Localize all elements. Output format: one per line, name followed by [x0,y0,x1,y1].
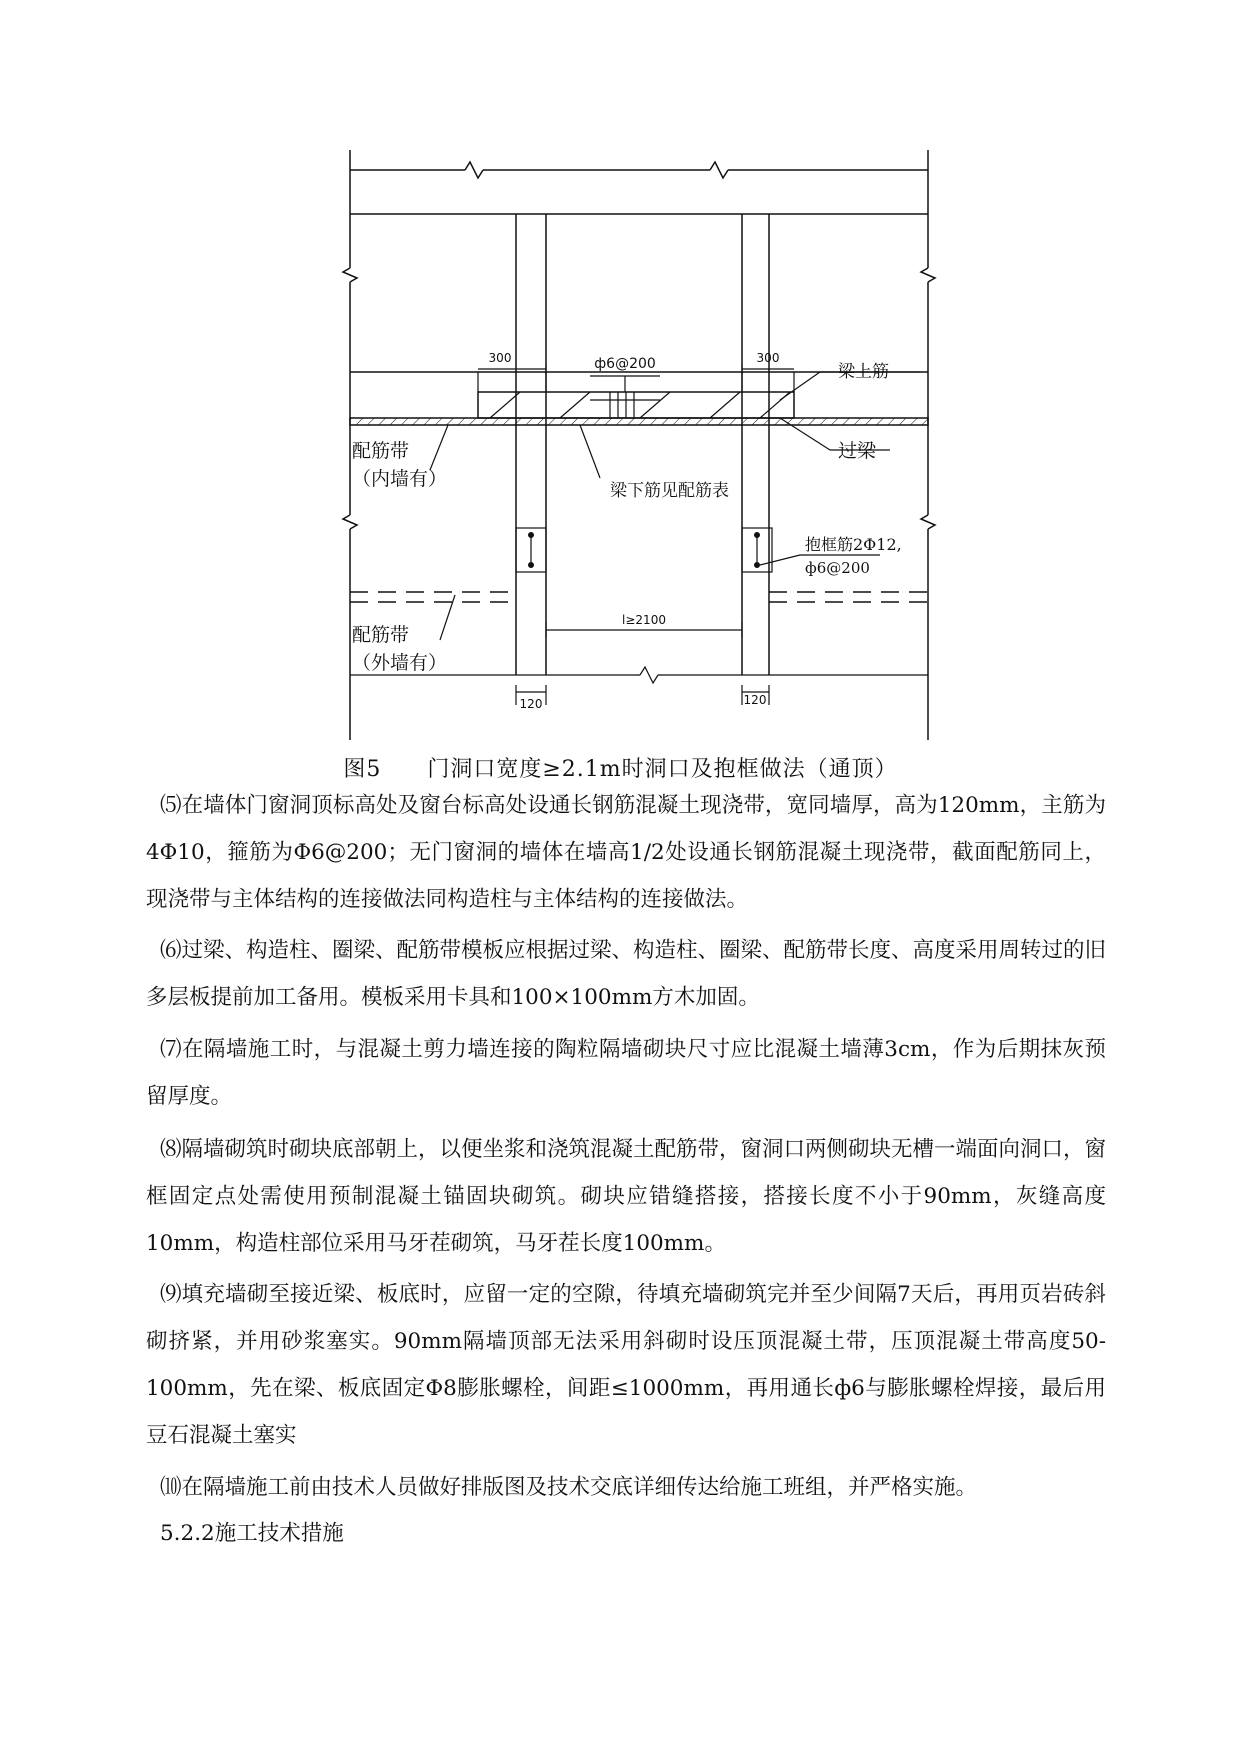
label-band-inner-1: 配筋带 [352,440,410,462]
label-frame-rebar-2: ф6@200 [805,559,870,577]
label-frame-rebar-1: 抱框筋2Φ12, [805,535,902,554]
label-lintel: 过梁 [838,440,877,462]
paragraph-10: ⑽在隔墙施工前由技术人员做好排版图及技术交底详细传达给施工班组，并严格实施。 [160,1475,978,1500]
paragraph-6: ⑹过梁、构造柱、圈梁、配筋带模板应根据过梁、构造柱、圈梁、配筋带长度、高度采用周转过的旧多层板提前加工备用。模板采用卡具和100×100mm方木加固。 [146,938,1107,1010]
paragraph-7: ⑺在隔墙施工时，与混凝土剪力墙连接的陶粒隔墙砌块尺寸应比混凝土墙薄3cm，作为后期抹灰预留厚度。 [146,1037,1106,1109]
dim-120-right: 120 [743,693,767,707]
dim-120-left: 120 [519,697,543,711]
label-span: l≥2100 [622,613,666,627]
paragraph-8: ⑻隔墙砌筑时砌块底部朝上，以便坐浆和浇筑混凝土配筋带，窗洞口两侧砌块无槽一端面向洞口，窗框固定点处需使用预制混凝土锚固块砌筑。砌块应错缝搭接，搭接长度不小于90mm，灰缝高度10mm，构造柱部位采用马牙茬砌筑，马牙茬长度100mm。 [146,1137,1107,1256]
rebar-spec-label: ф6@200 [594,356,656,372]
dim-300-right: 300 [756,351,780,365]
paragraph-9: ⑼填充墙砌至接近梁、板底时，应留一定的空隙，待填充墙砌筑完并至少间隔7天后，再用页岩砖斜砌挤紧，并用砂浆塞实。90mm隔墙顶部无法采用斜砌时设压顶混凝土带，压顶混凝土带高度50-100mm，先在梁、板底固定Φ8膨胀螺栓，间距≤1000mm，再用通长ф6与膨胀螺栓焊接，最后用豆石混凝土塞实 [146,1282,1106,1448]
paragraph-5: ⑸在墙体门窗洞顶标高处及窗台标高处设通长钢筋混凝土现浇带，宽同墙厚，高为120mm，主筋为4Φ10，箍筋为Φ6@200；无门窗洞的墙体在墙高1/2处设通长钢筋混凝土现浇带，截面配筋同上，现浇带与主体结构的连接做法同构造柱与主体结构的连接做法。 [146,793,1106,912]
door-opening-detail-drawing [0,0,1241,760]
dim-300-left: 300 [488,351,512,365]
label-band-inner-2: （内墙有） [352,468,448,490]
section-heading: 5.2.2施工技术措施 [160,1521,344,1546]
figure-caption: 图5 门洞口宽度≥2.1m时洞口及抱框做法（通顶） [343,757,898,782]
rebar-band-outer [350,592,928,602]
label-bottom-rebar: 梁下筋见配筋表 [610,481,729,501]
rebar-band-inner [350,418,928,425]
label-band-outer-2: （外墙有） [352,652,448,674]
label-band-outer-1: 配筋带 [352,624,410,646]
lintel-beam [478,392,794,418]
label-top-rebar: 梁上筋 [838,362,889,382]
